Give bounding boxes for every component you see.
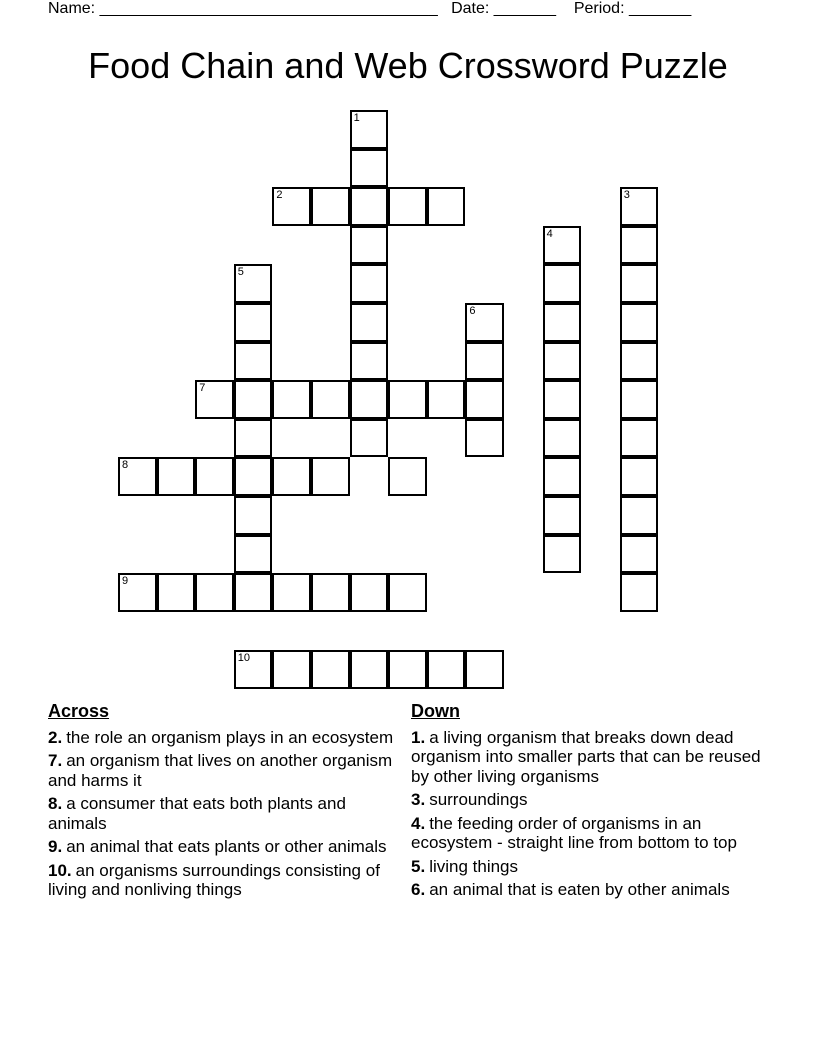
clue-text: living things: [429, 856, 519, 876]
crossword-cell[interactable]: [388, 573, 427, 612]
crossword-cell[interactable]: [543, 303, 582, 342]
across-clue: [48, 728, 404, 748]
crossword-cell[interactable]: [157, 457, 196, 496]
crossword-cell[interactable]: [311, 573, 350, 612]
period-field-label[interactable]: Period: _______: [573, 0, 692, 17]
crossword-cell[interactable]: [234, 342, 273, 381]
crossword-cell[interactable]: [195, 380, 234, 419]
down-clue: [411, 857, 771, 877]
crossword-cell[interactable]: [234, 496, 273, 535]
cell-number: 1: [353, 112, 360, 124]
clue-text: an animal that is eaten by other animals: [429, 880, 730, 899]
clue-text: an organism that lives on another organism and harms it: [48, 751, 393, 790]
crossword-cell[interactable]: [350, 226, 389, 265]
cell-number: 7: [199, 382, 206, 395]
crossword-cell[interactable]: [465, 380, 504, 419]
crossword-cell[interactable]: [388, 457, 427, 496]
down-heading: Down: [411, 701, 460, 721]
crossword-cell[interactable]: [350, 380, 389, 419]
crossword-cell[interactable]: [272, 457, 311, 496]
across-clue: [48, 861, 404, 900]
crossword-cell[interactable]: [543, 264, 582, 303]
across-clue: [48, 751, 404, 790]
crossword-cell[interactable]: [195, 573, 234, 612]
clue-number: 8.: [48, 794, 63, 813]
clue-text: the feeding order of organisms in an ecosystem - straight line from bottom to top: [411, 813, 737, 852]
crossword-cell[interactable]: [465, 342, 504, 381]
crossword-cell[interactable]: [620, 380, 659, 419]
crossword-cell[interactable]: [350, 264, 389, 303]
crossword-cell[interactable]: [195, 457, 234, 496]
crossword-cell[interactable]: [620, 535, 659, 574]
down-clue: [411, 814, 771, 853]
crossword-cell[interactable]: [234, 380, 273, 419]
crossword-cell[interactable]: [620, 264, 659, 303]
clue-number: 6.: [411, 880, 426, 899]
crossword-cell[interactable]: [311, 380, 350, 419]
crossword-cell[interactable]: [465, 419, 504, 458]
crossword-cell[interactable]: [465, 650, 504, 689]
crossword-cell[interactable]: [311, 187, 350, 226]
down-clue: [411, 728, 771, 787]
down-clues: [411, 702, 771, 904]
crossword-cell[interactable]: [234, 264, 273, 303]
crossword-cell[interactable]: [620, 342, 659, 381]
crossword-cell[interactable]: [427, 187, 466, 226]
crossword-cell[interactable]: [311, 650, 350, 689]
crossword-cell[interactable]: [543, 380, 582, 419]
cell-number: 9: [122, 575, 129, 588]
down-clue: [411, 880, 771, 900]
crossword-cell[interactable]: [350, 573, 389, 612]
cell-number: 10: [237, 652, 251, 665]
cell-number: 5: [237, 266, 244, 279]
crossword-cell[interactable]: [350, 650, 389, 689]
crossword-cell[interactable]: [350, 110, 389, 149]
clue-number: 7.: [48, 751, 63, 770]
cell-number: 2: [276, 189, 283, 202]
crossword-cell[interactable]: [234, 573, 273, 612]
crossword-cell[interactable]: [157, 573, 196, 612]
crossword-cell[interactable]: [311, 457, 350, 496]
cell-number: 4: [546, 227, 553, 240]
crossword-cell[interactable]: [350, 149, 389, 188]
crossword-cell[interactable]: [620, 573, 659, 612]
crossword-cell[interactable]: [388, 380, 427, 419]
clue-text: an animal that eats plants or other animals: [66, 837, 387, 856]
crossword-cell[interactable]: [543, 496, 582, 535]
crossword-cell[interactable]: [465, 303, 504, 342]
clue-number: 2.: [48, 727, 63, 747]
crossword-cell[interactable]: [543, 226, 582, 265]
clue-text: an organisms surroundings consisting of living and nonliving things: [48, 860, 380, 899]
date-field-label[interactable]: Date: _______: [451, 0, 557, 17]
crossword-cell[interactable]: [272, 187, 311, 226]
clue-number: 5.: [411, 856, 426, 876]
clue-number: 10.: [48, 860, 72, 880]
cell-number: 3: [623, 189, 630, 202]
crossword-cell[interactable]: [427, 650, 466, 689]
crossword-cell[interactable]: [543, 457, 582, 496]
crossword-cell[interactable]: [388, 650, 427, 689]
crossword-cell[interactable]: [620, 496, 659, 535]
clue-number: 1.: [411, 727, 426, 747]
clue-text: a consumer that eats both plants and animals: [48, 794, 346, 833]
clue-text: the role an organism plays in an ecosystem: [66, 727, 394, 747]
crossword-cell[interactable]: [350, 342, 389, 381]
page-title: Food Chain and Web Crossword Puzzle: [88, 45, 728, 86]
crossword-cell[interactable]: [118, 573, 157, 612]
crossword-cell[interactable]: [234, 303, 273, 342]
cell-number: 8: [122, 459, 129, 472]
crossword-cell[interactable]: [350, 419, 389, 458]
across-clue: [48, 794, 404, 833]
crossword-cell[interactable]: [543, 419, 582, 458]
crossword-cell[interactable]: [543, 342, 582, 381]
crossword-cell[interactable]: [118, 457, 157, 496]
name-field-label[interactable]: Name: ______________________________________: [48, 0, 438, 17]
crossword-cell[interactable]: [234, 650, 273, 689]
crossword-cell[interactable]: [234, 457, 273, 496]
crossword-cell[interactable]: [234, 419, 273, 458]
crossword-cell[interactable]: [388, 187, 427, 226]
across-clue: [48, 837, 404, 857]
crossword-cell[interactable]: [620, 303, 659, 342]
clue-text: surroundings: [429, 790, 528, 809]
cell-number: 6: [469, 305, 476, 317]
crossword-cell[interactable]: [272, 650, 311, 689]
across-clues: [48, 702, 404, 904]
clue-number: 4.: [411, 813, 426, 833]
crossword-cell[interactable]: [272, 573, 311, 612]
crossword-cell[interactable]: [543, 535, 582, 574]
crossword-cell[interactable]: [620, 419, 659, 458]
crossword-cell[interactable]: [620, 226, 659, 265]
clue-text: a living organism that breaks down dead organism into smaller parts that can be reused by other living organisms: [411, 727, 761, 786]
crossword-cell[interactable]: [234, 535, 273, 574]
clue-number: 3.: [411, 790, 426, 809]
crossword-cell[interactable]: [350, 187, 389, 226]
crossword-cell[interactable]: [350, 303, 389, 342]
crossword-cell[interactable]: [427, 380, 466, 419]
crossword-cell[interactable]: [272, 380, 311, 419]
down-clue: [411, 790, 771, 810]
across-heading: Across: [48, 701, 110, 721]
clue-number: 9.: [48, 837, 63, 856]
crossword-cell[interactable]: [620, 187, 659, 226]
crossword-cell[interactable]: [620, 457, 659, 496]
